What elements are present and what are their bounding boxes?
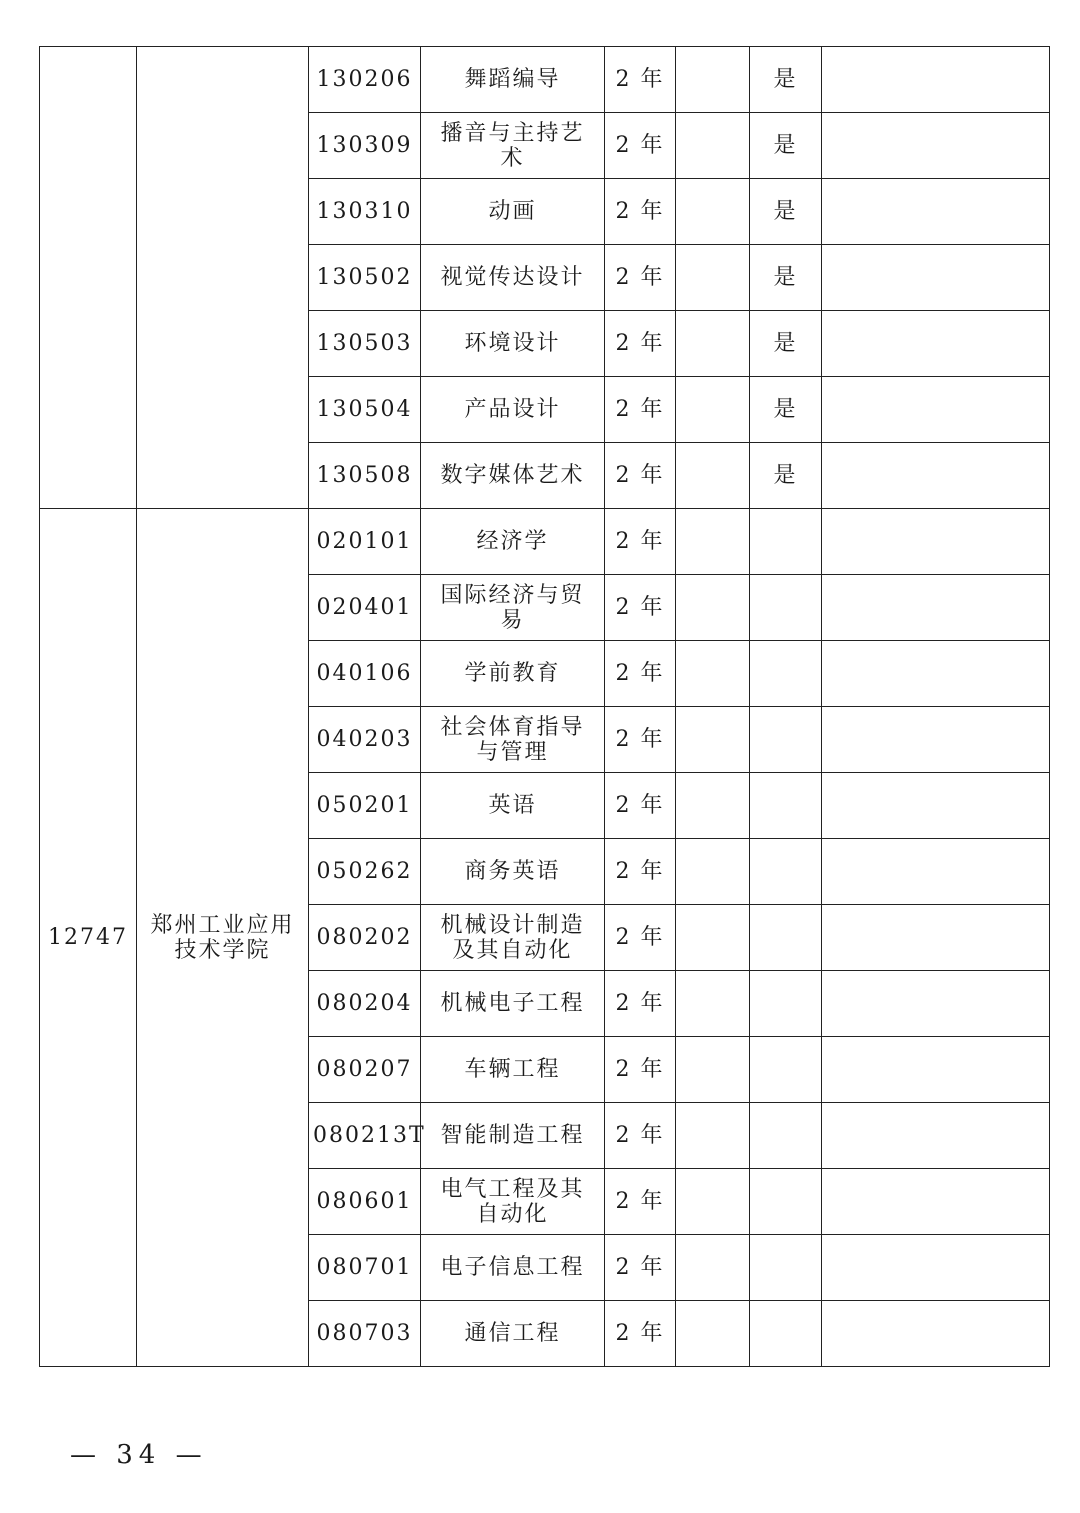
- column-8-cell: [822, 245, 1050, 311]
- column-8-cell: [822, 1169, 1050, 1235]
- major-code-cell: 080601: [309, 1169, 421, 1235]
- table-row: [40, 509, 1050, 575]
- major-code-cell: 130310: [309, 179, 421, 245]
- duration-cell: 2 年: [605, 179, 676, 245]
- duration-cell: 2 年: [605, 377, 676, 443]
- column-6-cell: [676, 971, 750, 1037]
- column-7-cell: [750, 1037, 822, 1103]
- column-7-cell: 是: [750, 443, 822, 509]
- duration-cell: 2 年: [605, 1037, 676, 1103]
- duration-cell: 2 年: [605, 443, 676, 509]
- page-number: — 34 —: [70, 1440, 208, 1470]
- column-8-cell: [822, 773, 1050, 839]
- major-code-cell: 080204: [309, 971, 421, 1037]
- duration-cell: 2 年: [605, 1235, 676, 1301]
- duration-cell: 2 年: [605, 1169, 676, 1235]
- column-7-cell: [750, 707, 822, 773]
- table-body: [40, 47, 1050, 1367]
- column-6-cell: [676, 773, 750, 839]
- major-name-cell: 商务英语: [421, 839, 605, 905]
- major-code-cell: 130503: [309, 311, 421, 377]
- column-6-cell: [676, 905, 750, 971]
- duration-cell: 2 年: [605, 311, 676, 377]
- major-name-cell: 环境设计: [421, 311, 605, 377]
- major-name-cell: 车辆工程: [421, 1037, 605, 1103]
- column-6-cell: [676, 1235, 750, 1301]
- major-name-cell: 国际经济与贸易: [421, 575, 605, 641]
- table-row: [40, 47, 1050, 113]
- major-name-cell: 电气工程及其自动化: [421, 1169, 605, 1235]
- column-6-cell: [676, 47, 750, 113]
- column-8-cell: [822, 575, 1050, 641]
- duration-cell: 2 年: [605, 1103, 676, 1169]
- major-code-cell: 020101: [309, 509, 421, 575]
- school-code-cell: 12747: [40, 509, 137, 1367]
- school-code-cell: [40, 47, 137, 509]
- school-name-cell: [137, 47, 309, 509]
- duration-cell: 2 年: [605, 575, 676, 641]
- column-8-cell: [822, 1103, 1050, 1169]
- major-code-cell: 130309: [309, 113, 421, 179]
- column-8-cell: [822, 707, 1050, 773]
- duration-cell: 2 年: [605, 905, 676, 971]
- column-8-cell: [822, 377, 1050, 443]
- column-8-cell: [822, 443, 1050, 509]
- column-6-cell: [676, 1169, 750, 1235]
- column-7-cell: [750, 575, 822, 641]
- column-6-cell: [676, 245, 750, 311]
- duration-cell: 2 年: [605, 641, 676, 707]
- column-7-cell: [750, 971, 822, 1037]
- major-code-cell: 080202: [309, 905, 421, 971]
- column-6-cell: [676, 509, 750, 575]
- major-code-cell: 020401: [309, 575, 421, 641]
- major-code-cell: 080703: [309, 1301, 421, 1367]
- major-name-cell: 经济学: [421, 509, 605, 575]
- column-6-cell: [676, 641, 750, 707]
- column-6-cell: [676, 1301, 750, 1367]
- column-7-cell: [750, 1301, 822, 1367]
- duration-cell: 2 年: [605, 509, 676, 575]
- duration-cell: 2 年: [605, 971, 676, 1037]
- major-name-cell: 数字媒体艺术: [421, 443, 605, 509]
- column-8-cell: [822, 905, 1050, 971]
- major-name-cell: 电子信息工程: [421, 1235, 605, 1301]
- major-code-cell: 050201: [309, 773, 421, 839]
- school-name-cell: 郑州工业应用技术学院: [137, 509, 309, 1367]
- major-name-cell: 视觉传达设计: [421, 245, 605, 311]
- column-8-cell: [822, 1301, 1050, 1367]
- major-code-cell: 130508: [309, 443, 421, 509]
- column-7-cell: [750, 1235, 822, 1301]
- column-6-cell: [676, 377, 750, 443]
- column-6-cell: [676, 179, 750, 245]
- column-6-cell: [676, 443, 750, 509]
- column-7-cell: 是: [750, 179, 822, 245]
- column-8-cell: [822, 641, 1050, 707]
- majors-table: [39, 46, 1050, 1367]
- major-name-cell: 通信工程: [421, 1301, 605, 1367]
- column-8-cell: [822, 971, 1050, 1037]
- column-7-cell: 是: [750, 377, 822, 443]
- major-code-cell: 130504: [309, 377, 421, 443]
- major-code-cell: 130206: [309, 47, 421, 113]
- major-name-cell: 社会体育指导与管理: [421, 707, 605, 773]
- duration-cell: 2 年: [605, 245, 676, 311]
- column-8-cell: [822, 1235, 1050, 1301]
- duration-cell: 2 年: [605, 1301, 676, 1367]
- column-7-cell: 是: [750, 47, 822, 113]
- duration-cell: 2 年: [605, 773, 676, 839]
- column-6-cell: [676, 1037, 750, 1103]
- column-6-cell: [676, 707, 750, 773]
- column-7-cell: [750, 1169, 822, 1235]
- duration-cell: 2 年: [605, 707, 676, 773]
- column-7-cell: 是: [750, 113, 822, 179]
- column-8-cell: [822, 509, 1050, 575]
- column-6-cell: [676, 1103, 750, 1169]
- column-7-cell: 是: [750, 311, 822, 377]
- column-6-cell: [676, 311, 750, 377]
- major-name-cell: 舞蹈编导: [421, 47, 605, 113]
- major-name-cell: 播音与主持艺术: [421, 113, 605, 179]
- column-8-cell: [822, 311, 1050, 377]
- column-8-cell: [822, 839, 1050, 905]
- column-8-cell: [822, 1037, 1050, 1103]
- major-name-cell: 机械设计制造及其自动化: [421, 905, 605, 971]
- major-code-cell: 080701: [309, 1235, 421, 1301]
- column-7-cell: [750, 641, 822, 707]
- major-code-cell: 130502: [309, 245, 421, 311]
- major-code-cell: 080213T: [309, 1103, 421, 1169]
- major-name-cell: 学前教育: [421, 641, 605, 707]
- column-7-cell: [750, 839, 822, 905]
- major-name-cell: 动画: [421, 179, 605, 245]
- major-code-cell: 050262: [309, 839, 421, 905]
- column-7-cell: [750, 509, 822, 575]
- column-8-cell: [822, 47, 1050, 113]
- column-7-cell: 是: [750, 245, 822, 311]
- column-7-cell: [750, 905, 822, 971]
- duration-cell: 2 年: [605, 113, 676, 179]
- column-6-cell: [676, 575, 750, 641]
- duration-cell: 2 年: [605, 839, 676, 905]
- column-6-cell: [676, 839, 750, 905]
- major-code-cell: 040106: [309, 641, 421, 707]
- major-code-cell: 080207: [309, 1037, 421, 1103]
- major-name-cell: 英语: [421, 773, 605, 839]
- column-8-cell: [822, 113, 1050, 179]
- major-name-cell: 产品设计: [421, 377, 605, 443]
- column-8-cell: [822, 179, 1050, 245]
- major-name-cell: 智能制造工程: [421, 1103, 605, 1169]
- column-7-cell: [750, 773, 822, 839]
- duration-cell: 2 年: [605, 47, 676, 113]
- major-name-cell: 机械电子工程: [421, 971, 605, 1037]
- column-7-cell: [750, 1103, 822, 1169]
- column-6-cell: [676, 113, 750, 179]
- major-code-cell: 040203: [309, 707, 421, 773]
